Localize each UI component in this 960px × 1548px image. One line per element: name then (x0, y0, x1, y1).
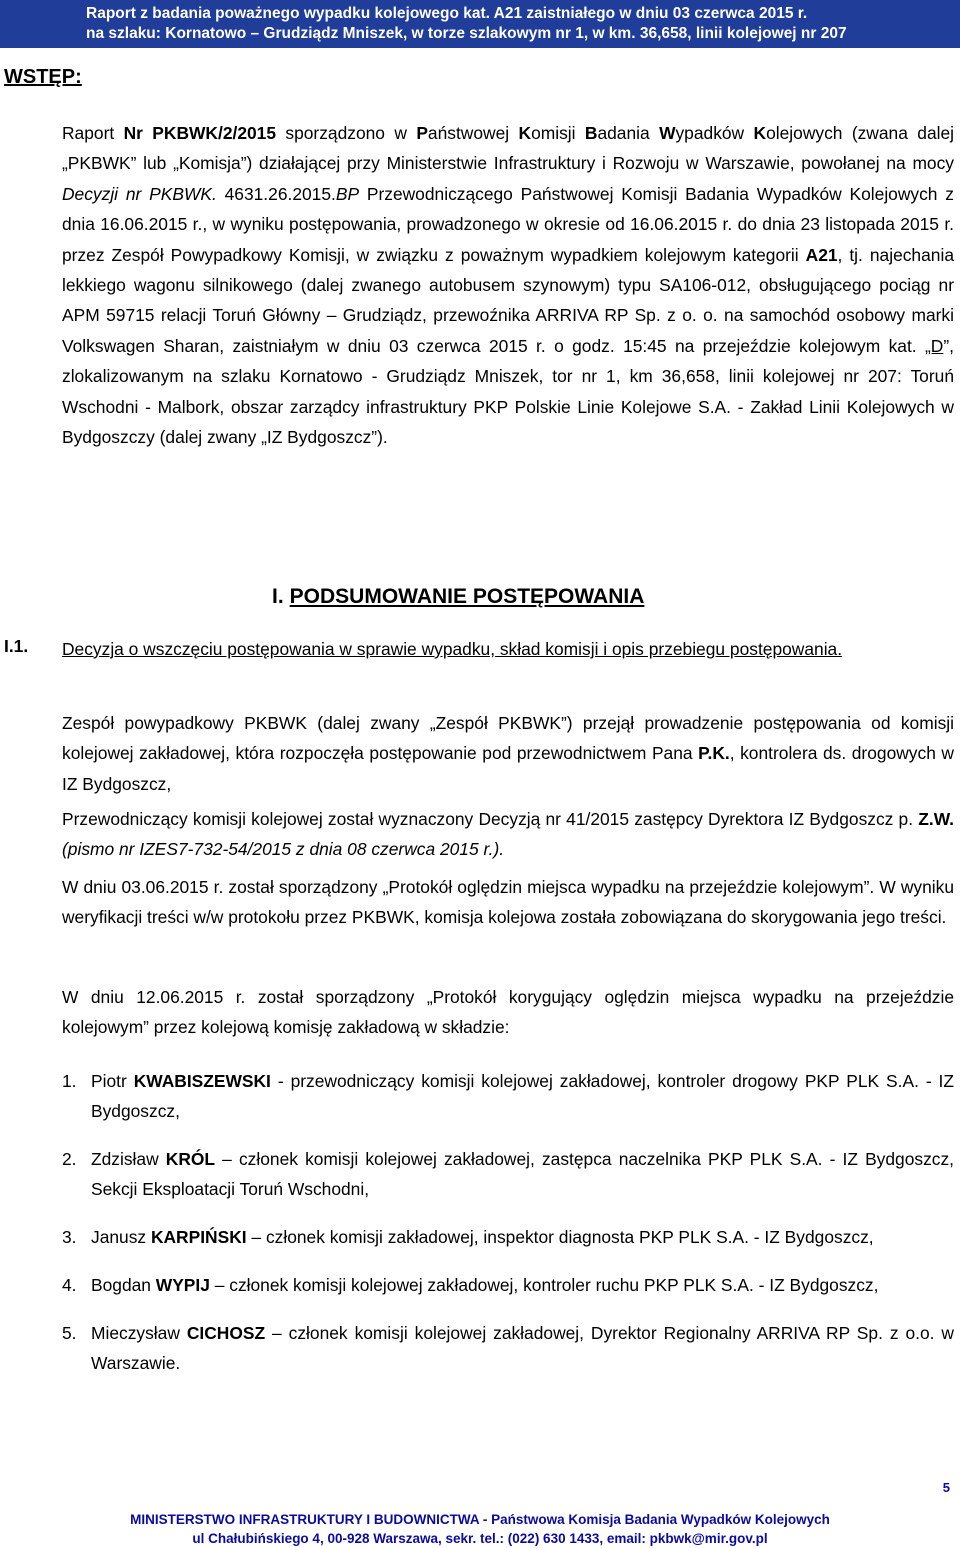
list-item: 1. Piotr KWABISZEWSKI - przewodniczący komisji kolejowej zakładowej, kontroler drogowy PKP PLK S.A. - IZ Bydgoszcz, (62, 1071, 955, 1121)
list-item: 2. Zdzisław KRÓL – członek komisji kolejowej zakładowej, zastępca naczelnika PKP PLK S.A. - IZ Bydgoszcz, Sekcji Eksploatacji Toruń Wschodni, (62, 1149, 955, 1199)
commission-members-list (62, 1066, 954, 1396)
paragraph-decision: Przewodniczący komisji kolejowej został wyznaczony Decyzją nr 41/2015 zastępcy Dyrektora IZ Bydgoszcz p. Z.W. (pismo nr IZES7-732-54/2015 z dnia 08 czerwca 2015 r.). (62, 809, 954, 860)
intro-heading: WSTĘP: (4, 66, 82, 88)
section-title-text: PODSUMOWANIE POSTĘPOWANIA (289, 585, 645, 608)
section-roman: I. (272, 585, 284, 608)
list-item: 3. Janusz KARPIŃSKI – członek komisji zakładowej, inspektor diagnosta PKP PLK S.A. - IZ Bydgoszcz, (62, 1227, 874, 1247)
header-line-1: Raport z badania poważnego wypadku kolejowego kat. A21 zaistniałego w dniu 03 czerwca 2015 r. (86, 5, 808, 22)
page-footer (0, 1510, 960, 1548)
intro-paragraph: Raport Nr PKBWK/2/2015 sporządzono w Państwowej Komisji Badania Wypadków Kolejowych (zwana dalej „PKBWK” lub „Komisja”) działającej przy Ministerstwie Infrastruktury i Rozwoju w Warszawie, powołanej na mocy Decyzji nr PKBWK. 4631.26.2015.BP Przewodniczącego Państwowej Komisji Badania Wypadków Kolejowych z dnia 16.06.2015 r., w wyniku postępowania, prowadzonego w okresie od 16.06.2015 r. do dnia 23 listopada 2015 r. przez Zespół Powypadkowy Komisji, w związku z poważnym wypadkiem kolejowym kategorii A21, tj. najechania lekkiego wagonu silnikowego (dalej zwanego autobusem szynowym) typu SA106-012, obsługującego pociąg nr APM 59715 relacji Toruń Główny – Grudziądz, przewoźnika ARRIVA RP Sp. z o. o. na samochód osobowy marki Volkswagen Sharan, zaistniałym w dniu 03 czerwca 2015 r. o godz. 15:45 na przejeździe kolejowym kat. „D”, zlokalizowanym na szlaku Kornatowo - Grudziądz Mniszek, tor nr 1, km 36,658, linii kolejowej nr 207: Toruń Wschodni - Malbork, obszar zarządcy infrastruktury PKP Polskie Linie Kolejowe S.A. - Zakład Linii Kolejowych w Bydgoszczy (dalej zwany „IZ Bydgoszcz”). (62, 123, 955, 448)
paragraph-protocol-1: W dniu 03.06.2015 r. został sporządzony „Protokół oględzin miejsca wypadku na przejeździe kolejowym”. W wyniku weryfikacji treści w/w protokołu przez PKBWK, komisja kolejowa została zobowiązana do skorygowania jego treści. (62, 877, 954, 928)
list-item: 5. Mieczysław CICHOSZ – członek komisji kolejowej zakładowej, Dyrektor Regionalny ARRIVA RP Sp. z o.o. w Warszawie. (62, 1323, 954, 1373)
section-title (272, 585, 644, 609)
header-line-2: na szlaku: Kornatowo – Grudziądz Mniszek, w torze szlakowym nr 1, w km. 36,658, linii kolejowej nr 207 (86, 25, 847, 42)
footer-line-2: ul Chałubińskiego 4, 00-928 Warszawa, sekr. tel.: (022) 630 1433, email: pkbwk@mir.gov.pl (192, 1531, 768, 1546)
paragraph-protocol-2: W dniu 12.06.2015 r. został sporządzony „Protokół korygujący oględzin miejsca wypadku na przejeździe kolejowym” przez kolejową komisję zakładową w składzie: (62, 987, 954, 1038)
footer-line-1: MINISTERSTWO INFRASTRUKTURY I BUDOWNICTWA - Państwowa Komisja Badania Wypadków Kolejowych (130, 1512, 830, 1527)
subsection-title: Decyzja o wszczęciu postępowania w sprawie wypadku, skład komisji i opis przebiegu postępowania. (62, 639, 843, 659)
subsection-number: I.1. (4, 636, 29, 656)
paragraph-team: Zespół powypadkowy PKBWK (dalej zwany „Zespół PKBWK”) przejął prowadzenie postępowania od komisji kolejowej zakładowej, która rozpoczęła postępowanie pod przewodnictwem Pana P.K., kontrolera ds. drogowych w IZ Bydgoszcz, (62, 713, 954, 794)
page-number: 5 (942, 1480, 950, 1495)
list-item: 4. Bogdan WYPIJ – członek komisji kolejowej zakładowej, kontroler ruchu PKP PLK S.A. - IZ Bydgoszcz, (62, 1275, 879, 1295)
report-header (0, 0, 960, 48)
